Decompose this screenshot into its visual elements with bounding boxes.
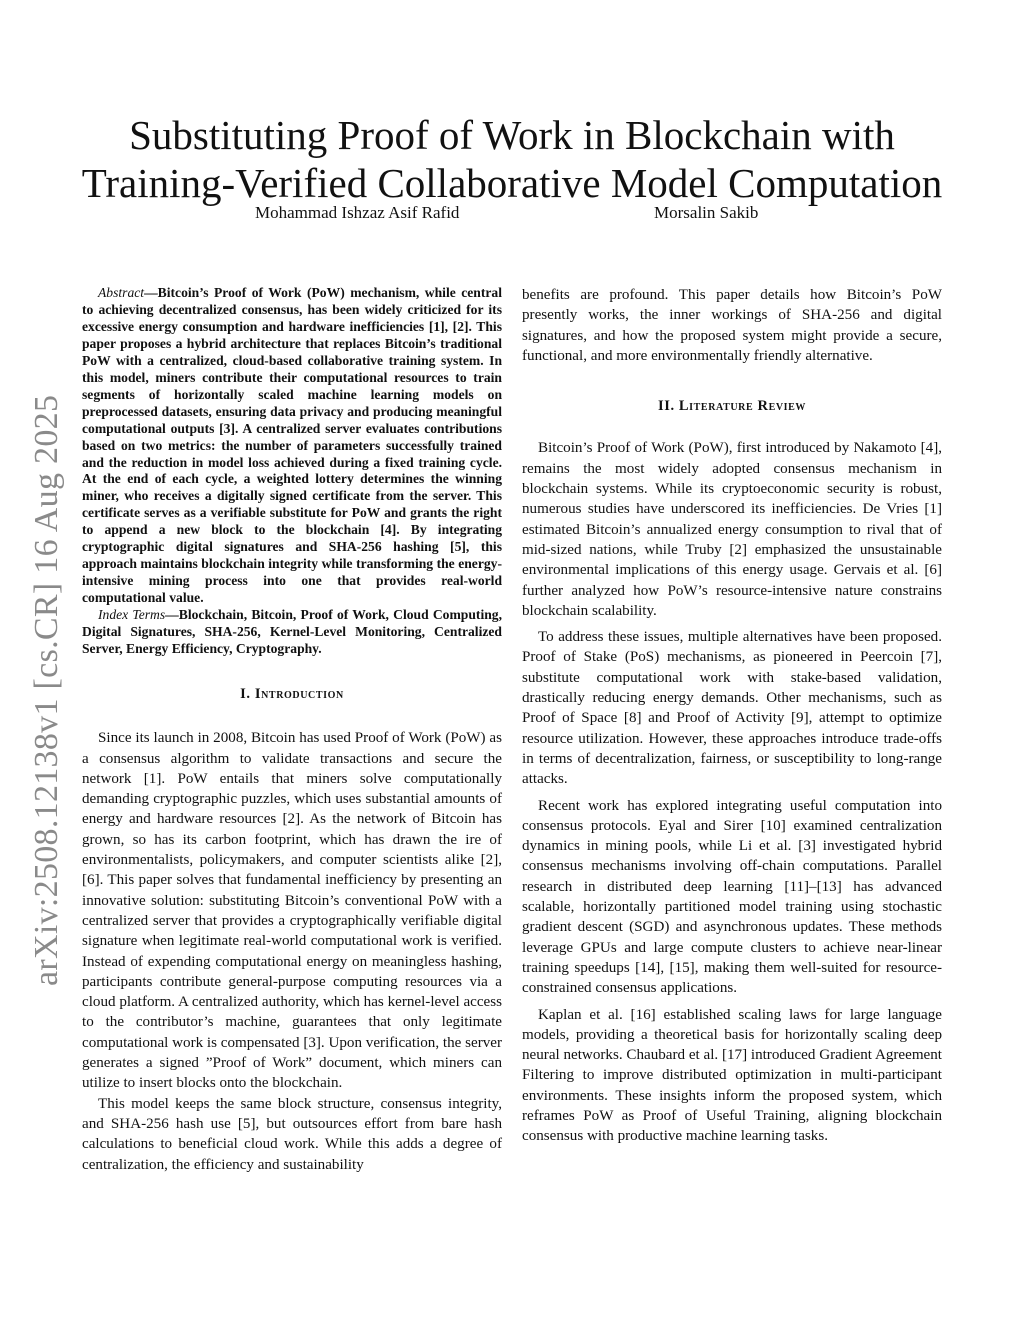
index-terms-text: —Blockchain, Bitcoin, Proof of Work, Cloud Computing, Digital Signatures, SHA-256, Kernel-Level Monitoring, Centralized Server, Energy Efficiency, Cryptography. — [82, 607, 502, 657]
body-paragraph: Since its launch in 2008, Bitcoin has used Proof of Work (PoW) as a consensus algorithm to validate transactions and secure the network [1]. PoW entails that miners solve computationally demanding cryptographic puzzles, which uses substantial amounts of energy and hardware resources [2]. As the network of Bitcoin has grown, so has its carbon footprint, which has drawn the ire of environmentalists, policymakers, and computer scientists alike [2], [6]. This paper solves that fundamental inefficiency by presenting an innovative solution: substituting Bitcoin’s conventional PoW with a centralized server that provides a cryptographically verifiable digital signature when legitimate real-world computational work is verified. Instead of expending computational energy on meaningless hashing, participants contribute general-purpose computing resources via a cloud platform. A centralized authority, which has kernel-level access to the contributor’s machine, guarantees that only legitimate computational work is compensated [3]. Upon verification, the server generates a signed ”Proof of Work” document, which miners can utilize to insert blocks onto the blockchain. — [82, 730, 502, 1092]
body-paragraph: This model keeps the same block structure, consensus integrity, and SHA-256 hash use [5], but outsources effort from bare hash calculations to beneficial cloud work. While this adds a degree of centralization, the efficiency and sustainability — [82, 1095, 502, 1173]
body-paragraph: Recent work has explored integrating useful computation into consensus protocols. Eyal and Sirer [10] examined centralization dynamics in mining pools, while Li et al. [3] investigated hybrid consensus mechanisms involving off-chain computations. Parallel research in distributed deep learning [11]–[13] has advanced scalable, horizontally partitioned model training using stochastic gradient descent (SGD) and asynchronous updates. These methods leverage GPUs and large compute clusters to achieve near-linear training speedups [14], [15], making them well-suited for resource-constrained consensus applications. — [522, 797, 942, 997]
section-heading-literature-review: II. Literature Review — [657, 398, 807, 415]
body-paragraph: Kaplan et al. [16] established scaling laws for large language models, providing a theoretical basis for horizontally scaling deep neural networks. Chaubard et al. [17] introduced Gradient Agreement Filtering to improve distributed optimization in multi-participant environments. These insights inform the proposed system, which reframes PoW as Proof of Useful Training, aligning blockchain consensus with productive machine learning tasks. — [522, 1006, 942, 1145]
body-paragraph: To address these issues, multiple alternatives have been proposed. Proof of Stake (PoS) mechanisms, as pioneered in Peercoin [7], substitute computational work with stake-based validation, drastically reducing energy demands. Other mechanisms, such as Proof of Space [8] and Proof of Activity [9], attempt to optimize resource utilization. However, these approaches introduce trade-offs in terms of decentralization, fairness, or susceptibility to long-range attacks. — [522, 629, 942, 788]
abstract-label: Abstract — [98, 285, 145, 300]
paper-title — [0, 111, 1024, 207]
left-column — [82, 285, 502, 1175]
title-line-1: Substituting Proof of Work in Blockchain with — [129, 112, 895, 159]
index-terms — [82, 607, 502, 658]
author-name: Mohammad Ishzaz Asif Rafid — [255, 203, 460, 222]
index-terms-label: Index Terms — [98, 607, 166, 623]
section-heading-introduction: I. Introduction — [240, 685, 344, 702]
abstract-text: —Bitcoin’s Proof of Work (PoW) mechanism, while central to achieving decentralized consensus, has been widely criticized for its excessive energy consumption and hardware inefficiencies [1], [2]. This paper proposes a hybrid architecture that replaces Bitcoin’s traditional PoW with a centralized, cloud-based collaborative training system. In this model, miners contribute their computational resources to train segments of horizontally scaled machine learning models on preprocessed datasets, ensuring data privacy and producing meaningful computational outputs [3]. A centralized server evaluates contributions based on two metrics: the number of parameters successfully trained and the reduction in model loss achieved during a fixed training cycle. At the end of each cycle, a weighted lottery determines the winning miner, who receives a digitally signed certificate from the server. This certificate serves as a verifiable substitute for PoW and grants the right to append a new block to the blockchain [4]. By integrating cryptographic digital signatures and SHA-256 hashing [5], this approach maintains blockchain integrity while transforming the energy-intensive mining process into one that provides real-world computational value. — [82, 285, 502, 606]
author-name: Morsalin Sakib — [654, 203, 759, 222]
right-column — [522, 285, 942, 1147]
body-paragraph-continued: benefits are profound. This paper details how Bitcoin’s PoW presently works, the inner workings of SHA-256 and digital signatures, and how the proposed system might provide a secure, functional, and more environmentally friendly alternative. — [522, 287, 942, 364]
abstract — [82, 285, 502, 607]
title-line-2: Training-Verified Collaborative Model Computation — [81, 160, 943, 207]
body-paragraph: Bitcoin’s Proof of Work (PoW), first introduced by Nakamoto [4], remains the most widely adopted consensus mechanism in blockchain systems. While its cryptoeconomic security is robust, numerous studies have underscored its inefficiencies. De Vries [1] estimated Bitcoin’s annualized energy consumption to rival that of mid-sized nations, while Truby [2] emphasized the unsustainable environmental implications of this energy usage. Gervais et al. [6] further analyzed how PoW’s resource-intensive nature constrains blockchain scalability. — [522, 440, 942, 619]
arxiv-identifier: arXiv:2508.12138v1 [cs.CR] 16 Aug 2025 — [28, 394, 65, 986]
